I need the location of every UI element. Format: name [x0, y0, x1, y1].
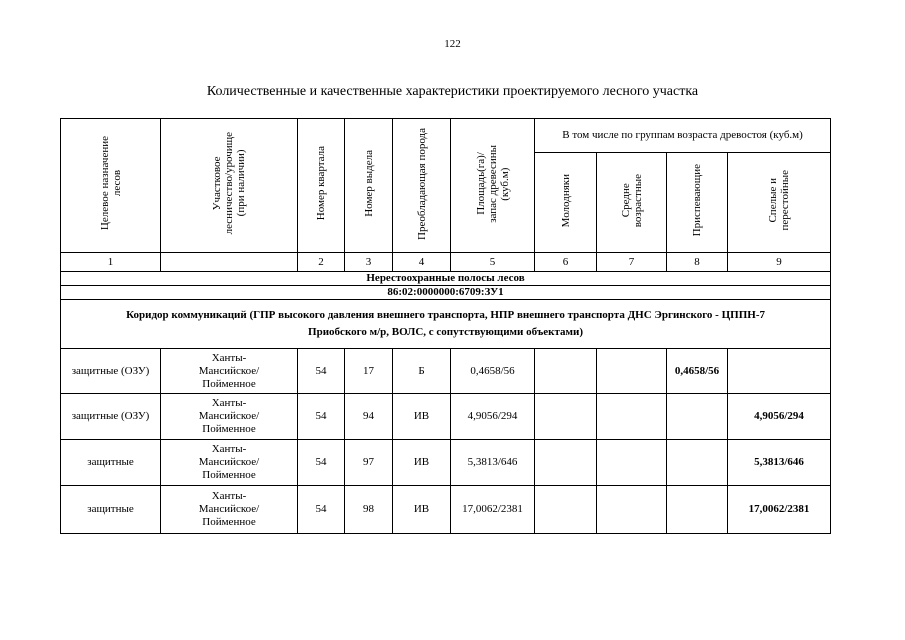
header-area: Площадь(га)/ запас древесины (куб.м) — [451, 119, 535, 253]
header-district: Участковое лесничество/урочище (при наличии) — [161, 119, 298, 253]
header-age-group: В том числе по группам возраста древостоя (куб.м) — [535, 119, 831, 153]
cell-allotment: 98 — [345, 486, 393, 534]
cell-district: Ханты- Мансийское/ Пойменное — [161, 349, 298, 394]
table-row — [61, 394, 831, 440]
cell-species: Б — [393, 349, 451, 394]
page-title: Количественные и качественные характеристики проектируемого лесного участка — [206, 84, 699, 99]
header-young: Молодняки — [535, 153, 597, 253]
cell-purpose: защитные (ОЗУ) — [61, 394, 161, 440]
cadastral-number: 86:02:0000000:6709:ЗУ1 — [61, 286, 831, 300]
cell-young — [535, 440, 597, 486]
page-number: 122 — [444, 38, 461, 50]
cell-quarter: 54 — [298, 394, 345, 440]
cell-young — [535, 486, 597, 534]
cell-area: 17,0062/2381 — [451, 486, 535, 534]
section-row — [61, 272, 831, 286]
cell-middle — [597, 394, 667, 440]
cell-middle — [597, 349, 667, 394]
cell-quarter: 54 — [298, 440, 345, 486]
cell-mature: 4,9056/294 — [728, 394, 831, 440]
section-title: Нерестоохранные полосы лесов — [61, 272, 831, 286]
cell-ripening — [667, 394, 728, 440]
header-species: Преобладающая порода — [393, 119, 451, 253]
cell-mature — [728, 349, 831, 394]
cell-mature: 5,3813/646 — [728, 440, 831, 486]
header-mature: Спелые и перестойные — [728, 153, 831, 253]
col-num-3: 3 — [345, 253, 393, 272]
col-num-1: 1 — [61, 253, 161, 272]
cell-ripening — [667, 440, 728, 486]
col-num-7: 7 — [597, 253, 667, 272]
cell-purpose: защитные — [61, 486, 161, 534]
col-num-6: 6 — [535, 253, 597, 272]
col-num-8: 8 — [667, 253, 728, 272]
cell-species: ИВ — [393, 440, 451, 486]
header-middle: Средне возрастные — [597, 153, 667, 253]
cell-species: ИВ — [393, 486, 451, 534]
cell-purpose: защитные (ОЗУ) — [61, 349, 161, 394]
cell-allotment: 97 — [345, 440, 393, 486]
cell-ripening — [667, 486, 728, 534]
cell-mature: 17,0062/2381 — [728, 486, 831, 534]
table-row — [61, 349, 831, 394]
cell-quarter: 54 — [298, 349, 345, 394]
cell-allotment: 17 — [345, 349, 393, 394]
cell-young — [535, 394, 597, 440]
header-ripening: Приспевающие — [667, 153, 728, 253]
corridor-description: Коридор коммуникаций (ГПР высокого давления внешнего транспорта, НПР внешнего транспорта ДНС Эргинского - ЦППН-7 Приобского м/р, ВОЛС, с сопутствующими объектами) — [61, 300, 831, 349]
col-num-blank — [161, 253, 298, 272]
table-row — [61, 486, 831, 534]
col-num-9: 9 — [728, 253, 831, 272]
cell-area: 5,3813/646 — [451, 440, 535, 486]
header-row-1 — [61, 119, 831, 153]
column-numbers-row — [61, 253, 831, 272]
cell-quarter: 54 — [298, 486, 345, 534]
col-num-2: 2 — [298, 253, 345, 272]
cell-district: Ханты- Мансийское/ Пойменное — [161, 394, 298, 440]
corridor-row — [61, 300, 831, 349]
cell-middle — [597, 486, 667, 534]
cell-area: 4,9056/294 — [451, 394, 535, 440]
cell-species: ИВ — [393, 394, 451, 440]
cell-allotment: 94 — [345, 394, 393, 440]
cell-ripening: 0,4658/56 — [667, 349, 728, 394]
cell-young — [535, 349, 597, 394]
cell-purpose: защитные — [61, 440, 161, 486]
col-num-4: 4 — [393, 253, 451, 272]
forest-characteristics-table — [60, 118, 831, 534]
cell-district: Ханты- Мансийское/ Пойменное — [161, 440, 298, 486]
cadastral-row — [61, 286, 831, 300]
cell-middle — [597, 440, 667, 486]
cell-district: Ханты- Мансийское/ Пойменное — [161, 486, 298, 534]
cell-area: 0,4658/56 — [451, 349, 535, 394]
header-purpose: Целевое назначение лесов — [61, 119, 161, 253]
header-allotment: Номер выдела — [345, 119, 393, 253]
header-quarter: Номер квартала — [298, 119, 345, 253]
col-num-5: 5 — [451, 253, 535, 272]
table-row — [61, 440, 831, 486]
